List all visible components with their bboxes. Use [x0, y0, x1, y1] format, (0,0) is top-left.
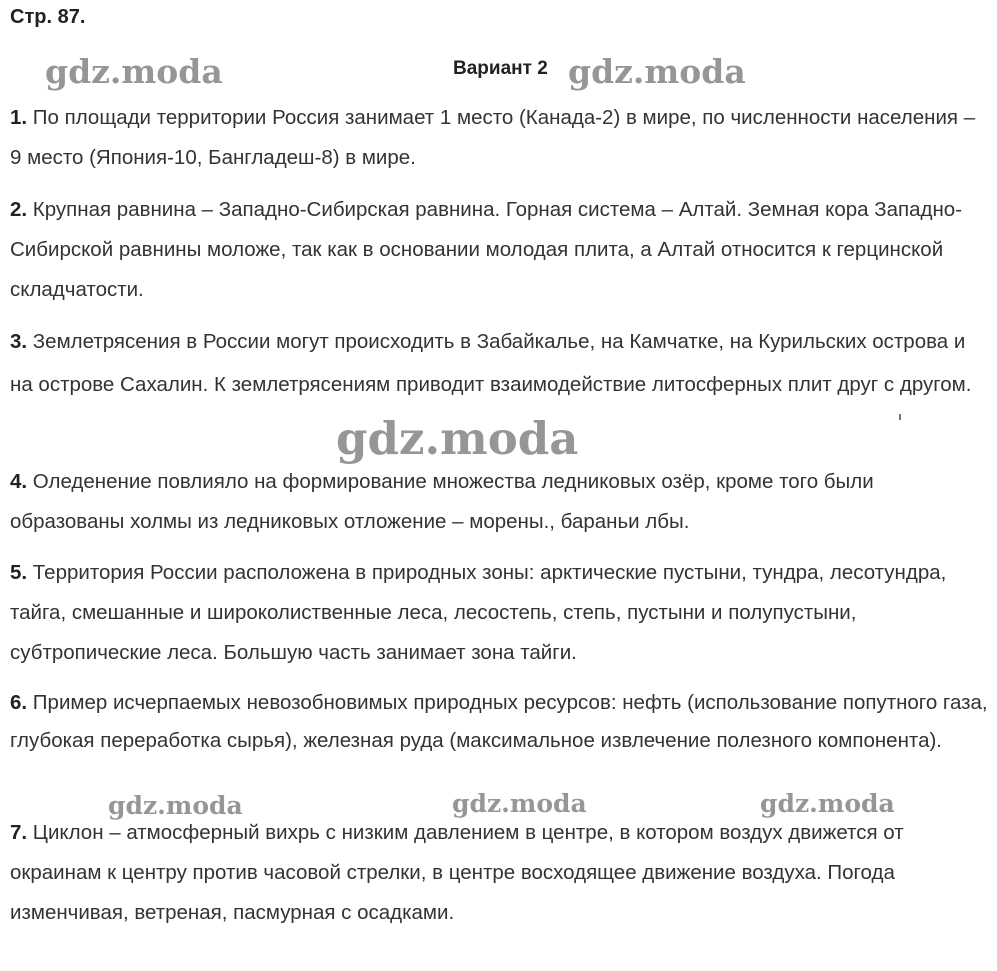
answer-3 [10, 320, 992, 406]
answer-number: 5. [10, 561, 28, 584]
variant-title: Вариант 2 [453, 58, 548, 79]
answer-7 [10, 813, 992, 933]
answer-number: 3. [10, 330, 28, 353]
answer-number: 1. [10, 106, 28, 129]
answer-number: 7. [10, 821, 28, 844]
answer-6 [10, 684, 992, 760]
answer-1 [10, 98, 992, 178]
answer-text: По площади территории Россия занимает 1 место (Канада-2) в мире, по численности населения – 9 место (Япония-10, Бангладеш-8) в мире. [10, 106, 976, 169]
answer-text: Территория России расположена в природных зоны: арктические пустыни, тундра, лесотундра, тайга, смешанные и широколиственные леса, лесостепь, степь, пустыни и полупустыни, субтропические леса. Большую часть занимает зона тайги. [10, 561, 947, 664]
watermark: gdz.moda [568, 52, 746, 91]
answer-text: Землетрясения в России могут происходить в Забайкалье, на Камчатке, на Курильских острова и на острове Сахалин. К землетрясениям приводит взаимодействие литосферных плит друг с другом. [10, 330, 972, 396]
watermark: gdz.moda [452, 789, 587, 818]
stray-mark [899, 414, 901, 420]
answer-number: 6. [10, 691, 28, 714]
watermark: gdz.moda [45, 52, 223, 91]
page-number: Стр. 87. [10, 6, 86, 28]
answer-number: 4. [10, 470, 28, 493]
answer-text: Крупная равнина – Западно-Сибирская равнина. Горная система – Алтай. Земная кора Западно-Сибирской равнины моложе, так как в основании молодая плита, а Алтай относится к герцинской складчатости. [10, 198, 963, 301]
answer-5 [10, 553, 992, 673]
answer-2 [10, 190, 992, 310]
watermark: gdz.moda [336, 412, 579, 465]
watermark: gdz.moda [108, 791, 243, 820]
answer-text: Пример исчерпаемых невозобновимых природных ресурсов: нефть (использование попутного газа, глубокая переработка сырья), железная руда (максимальное извлечение полезного компонента). [10, 691, 988, 752]
answer-text: Оледенение повлияло на формирование множества ледниковых озёр, кроме того были образованы холмы из ледниковых отложение – морены., бараньи лбы. [10, 470, 874, 533]
watermark: gdz.moda [760, 789, 895, 818]
answer-text: Циклон – атмосферный вихрь с низким давлением в центре, в котором воздух движется от окраинам к центру против часовой стрелки, в центре восходящее движение воздуха. Погода изменчивая, ветреная, пасмурная с осадками. [10, 821, 904, 924]
answer-4 [10, 462, 992, 542]
answer-number: 2. [10, 198, 28, 221]
